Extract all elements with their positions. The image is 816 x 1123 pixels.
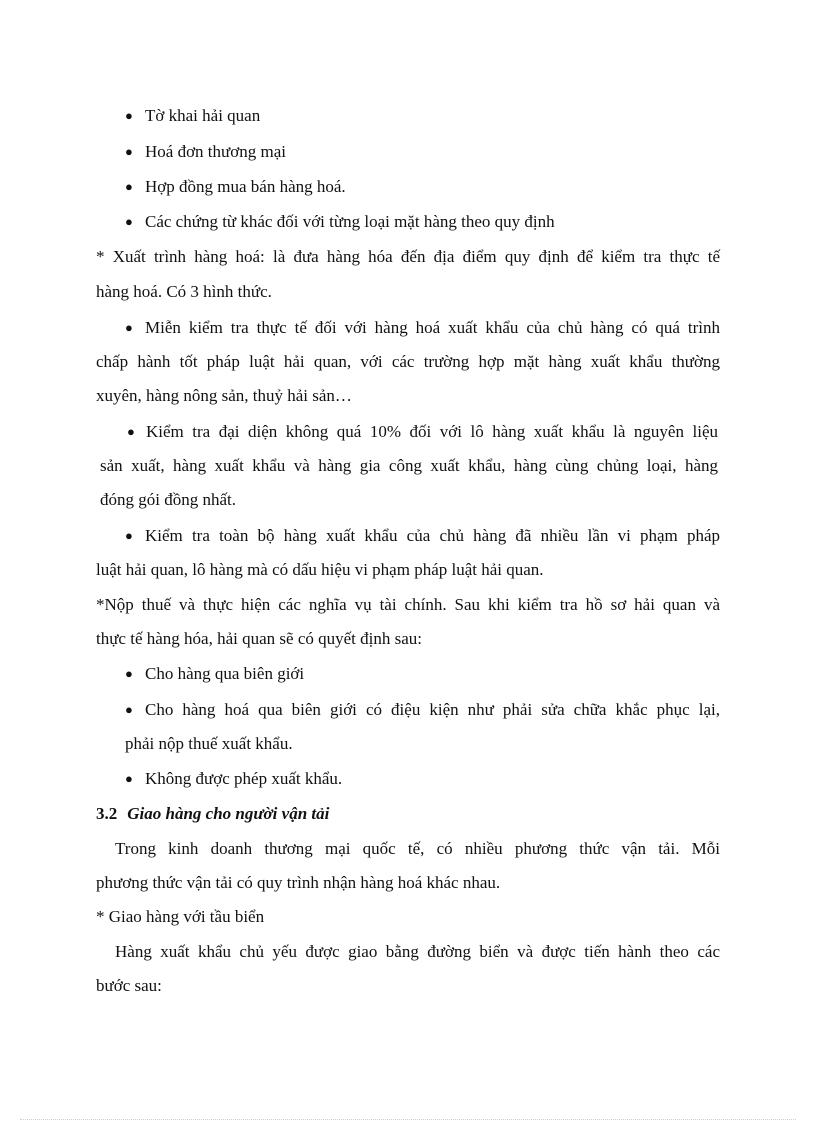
list-item: Hợp đồng mua bán hàng hoá.: [145, 177, 346, 196]
list-item-line: xuyên, hàng nông sản, thuỷ hải sản…: [96, 386, 352, 405]
paragraph-line: Hàng xuất khẩu chủ yếu được giao bằng đường biển và được tiến hành theo các: [115, 942, 720, 961]
list-item-line: Kiểm tra đại diện không quá 10% đối với lô hàng xuất khẩu là nguyên liệu: [146, 422, 718, 441]
list-item: Tờ khai hải quan: [145, 106, 261, 125]
paragraph-line: phương thức vận tải có quy trình nhận hàng hoá khác nhau.: [96, 873, 501, 892]
paragraph-line: Trong kinh doanh thương mại quốc tế, có nhiều phương thức vận tải. Mỗi: [115, 839, 720, 858]
bullet-icon: ●: [125, 702, 133, 717]
paragraph-line: *Nộp thuế và thực hiện các nghĩa vụ tài chính. Sau khi kiểm tra hồ sơ hải quan và: [96, 595, 720, 614]
list-item: Không được phép xuất khẩu.: [145, 769, 343, 788]
list-item-line: sản xuất, hàng xuất khẩu và hàng gia công xuất khẩu, hàng cùng chủng loại, hàng: [100, 456, 718, 475]
section-heading: [96, 804, 329, 824]
bullet-icon: ●: [125, 666, 133, 681]
page-bottom-divider: [20, 1119, 796, 1120]
bullet-icon: ●: [125, 144, 133, 159]
list-item-line: Miễn kiểm tra thực tế đối với hàng hoá xuất khẩu của chủ hàng có quá trình: [145, 318, 720, 337]
list-item: Hoá đơn thương mại: [145, 142, 286, 161]
list-item: Các chứng từ khác đối với từng loại mặt hàng theo quy định: [145, 212, 555, 231]
list-item-line: Kiểm tra toàn bộ hàng xuất khẩu của chủ hàng đã nhiều lần vi phạm pháp: [145, 526, 720, 545]
list-item-line: Cho hàng hoá qua biên giới có điệu kiện như phải sửa chữa khắc phục lại,: [145, 700, 720, 719]
sea-shipping-heading: * Giao hàng với tầu biển: [96, 907, 265, 926]
bullet-icon: ●: [125, 528, 133, 543]
paragraph-line: hàng hoá. Có 3 hình thức.: [96, 282, 272, 301]
bullet-icon: ●: [125, 179, 133, 194]
list-item-line: luật hải quan, lô hàng mà có dấu hiệu vi phạm pháp luật hải quan.: [96, 560, 544, 579]
paragraph-line: thực tế hàng hóa, hải quan sẽ có quyết định sau:: [96, 629, 422, 648]
list-item-line: phải nộp thuế xuất khẩu.: [125, 734, 293, 753]
list-item-line: đóng gói đồng nhất.: [100, 490, 236, 509]
list-item-line: chấp hành tốt pháp luật hải quan, với các trường hợp mặt hàng xuất khẩu thường: [96, 352, 720, 371]
paragraph-line: bước sau:: [96, 976, 162, 995]
list-item: Cho hàng qua biên giới: [145, 664, 305, 683]
section-title: Giao hàng cho người vận tải: [127, 804, 330, 823]
bullet-icon: ●: [127, 424, 135, 439]
bullet-icon: ●: [125, 214, 133, 229]
bullet-icon: ●: [125, 771, 133, 786]
paragraph-line: * Xuất trình hàng hoá: là đưa hàng hóa đến địa điểm quy định để kiểm tra thực tế: [96, 247, 720, 266]
bullet-icon: ●: [125, 108, 133, 123]
bullet-icon: ●: [125, 320, 133, 335]
section-number: 3.2: [96, 804, 118, 823]
